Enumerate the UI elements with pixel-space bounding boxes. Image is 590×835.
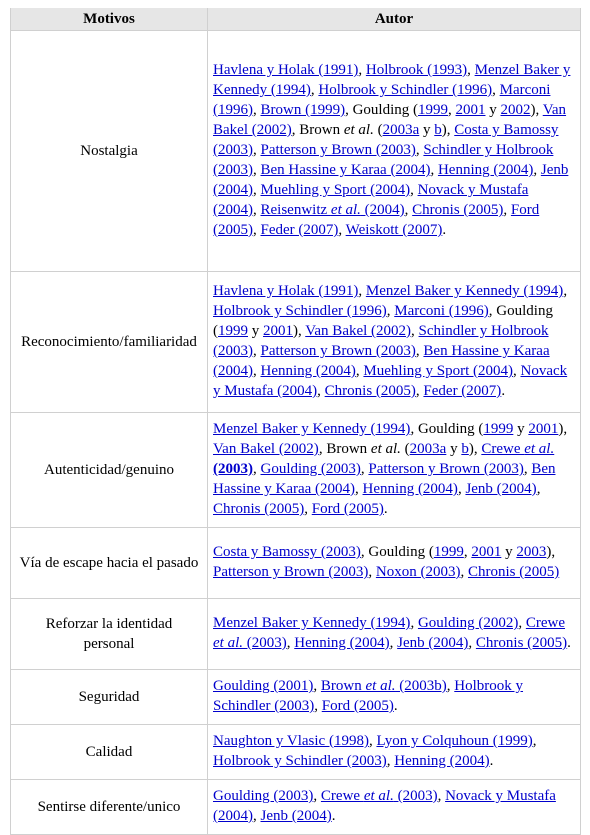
- reference-link[interactable]: Feder (2007): [260, 222, 339, 238]
- reference-link[interactable]: Jenb (2004): [260, 808, 332, 824]
- reference-text: ,: [503, 202, 511, 218]
- reference-text: , Brown: [318, 441, 371, 457]
- autor-cell: [208, 599, 581, 670]
- reference-text: , Goulding (: [213, 303, 553, 339]
- reference-text: y: [419, 122, 435, 138]
- reference-text: ,: [317, 383, 325, 399]
- reference-link[interactable]: Chronis (2005): [467, 564, 560, 580]
- reference-link[interactable]: Jenb (2004): [397, 635, 469, 651]
- reference-link[interactable]: Crewe: [320, 788, 364, 804]
- reference-text: ,: [338, 222, 346, 238]
- reference-text: ,: [253, 162, 261, 178]
- reference-link[interactable]: Henning (2004): [294, 635, 390, 651]
- reference-link[interactable]: Patterson y Brown (2003): [213, 564, 369, 580]
- reference-text: ,: [253, 808, 261, 824]
- reference-text: ,: [253, 142, 261, 158]
- reference-link[interactable]: 2003a: [382, 122, 420, 138]
- reference-text: ,: [463, 544, 472, 560]
- reference-link[interactable]: (2004): [360, 202, 405, 218]
- motivo-cell: Seguridad: [11, 670, 208, 725]
- reference-link[interactable]: Van Bakel (2002): [213, 441, 319, 457]
- reference-link[interactable]: et al.: [363, 788, 394, 804]
- reference-text: (: [373, 122, 383, 138]
- reference-link[interactable]: Lyon y Colquhoun (1999): [376, 733, 533, 749]
- reference-link[interactable]: Ford (2005): [311, 501, 384, 517]
- reference-link[interactable]: Ford (2005): [213, 202, 540, 238]
- reference-text: et al.: [343, 122, 374, 138]
- motivo-cell: Nostalgia: [11, 31, 208, 272]
- table-row: [11, 599, 581, 670]
- reference-text: ,: [457, 481, 466, 497]
- reference-link[interactable]: Jenb (2004): [465, 481, 537, 497]
- reference-link[interactable]: Muehling y Sport (2004): [260, 182, 411, 198]
- reference-link[interactable]: Schindler y Holbrook (2003): [213, 142, 554, 178]
- reference-text: ,: [253, 102, 261, 118]
- reference-text: ,: [358, 62, 366, 78]
- reference-link[interactable]: Chronis (2005): [412, 202, 504, 218]
- reference-text: ,: [448, 102, 456, 118]
- reference-link[interactable]: 2003a: [409, 441, 447, 457]
- reference-link[interactable]: Henning (2004): [362, 481, 458, 497]
- reference-text: ,: [253, 461, 261, 477]
- reference-link[interactable]: Van Bakel (2002): [305, 323, 412, 339]
- reference-text: ,: [446, 678, 455, 694]
- reference-link[interactable]: Ben Hassine y Karaa (2004): [260, 162, 431, 178]
- reference-text: ,: [533, 162, 541, 178]
- motivo-cell: Reforzar la identidad personal: [11, 599, 208, 670]
- reference-text: ,: [523, 461, 532, 477]
- reference-link[interactable]: Reisenwitz: [260, 202, 331, 218]
- reference-text: ,: [468, 635, 476, 651]
- autor-cell: [208, 528, 581, 599]
- reference-link[interactable]: (2003b): [395, 678, 447, 694]
- reference-link[interactable]: 2001: [263, 323, 293, 339]
- reference-text: ,: [460, 564, 468, 580]
- reference-text: , Goulding (: [360, 544, 434, 560]
- reference-link[interactable]: et al.: [524, 441, 555, 457]
- reference-text: ,: [404, 202, 413, 218]
- reference-text: ),: [558, 421, 568, 437]
- table-row: [11, 413, 581, 528]
- reference-text: ,: [389, 635, 398, 651]
- reference-text: ,: [430, 162, 438, 178]
- autor-cell: [208, 413, 581, 528]
- reference-link[interactable]: Chronis (2005): [324, 383, 416, 399]
- reference-link[interactable]: Ben Hassine y Karaa (2004): [213, 343, 550, 379]
- reference-text: ),: [293, 323, 306, 339]
- reference-link[interactable]: Novack y Mustafa (2004): [213, 788, 556, 824]
- reference-link[interactable]: (2003): [213, 461, 253, 477]
- reference-link[interactable]: Ben Hassine y Karaa (2004): [213, 461, 556, 497]
- table-row: [11, 725, 581, 780]
- reference-text: ,: [386, 753, 395, 769]
- autor-cell: [208, 780, 581, 835]
- reference-link[interactable]: Holbrook (1993): [365, 62, 468, 78]
- reference-link[interactable]: Feder (2007): [423, 383, 502, 399]
- reference-link[interactable]: Crewe: [525, 615, 566, 631]
- reference-text: (: [400, 441, 410, 457]
- reference-text: ,: [467, 62, 475, 78]
- reference-link[interactable]: Noxon (2003): [375, 564, 461, 580]
- reference-link[interactable]: Goulding (2001): [213, 678, 314, 694]
- reference-link[interactable]: Novack y Mustafa (2004): [213, 182, 529, 218]
- reference-link[interactable]: 2003: [516, 544, 547, 560]
- reference-link[interactable]: Holbrook y Schindler (2003): [213, 753, 387, 769]
- reference-text: ,: [310, 82, 319, 98]
- reference-text: ,: [313, 678, 321, 694]
- reference-text: , Goulding (: [410, 421, 484, 437]
- reference-text: .: [501, 383, 506, 399]
- reference-link[interactable]: Henning (2004): [260, 363, 356, 379]
- reference-link[interactable]: et al.: [365, 678, 396, 694]
- reference-text: ,: [410, 182, 418, 198]
- reference-link[interactable]: Naughton y Vlasic (1998): [213, 733, 369, 749]
- reference-text: ,: [368, 733, 377, 749]
- header-autor: Autor: [208, 8, 581, 31]
- autor-cell: [208, 272, 581, 413]
- reference-text: ,: [415, 142, 424, 158]
- reference-text: ,: [563, 283, 568, 299]
- autor-cell: [208, 670, 581, 725]
- reference-text: .: [393, 698, 398, 714]
- reference-link[interactable]: Goulding (2003): [260, 461, 361, 477]
- reference-link[interactable]: et al.: [330, 202, 361, 218]
- reference-link[interactable]: Brown (1999): [260, 102, 346, 118]
- reference-text: .: [567, 635, 571, 651]
- reference-link[interactable]: Muehling y Sport (2004): [363, 363, 513, 379]
- reference-text: .: [383, 501, 388, 517]
- table-row: [11, 528, 581, 599]
- reference-text: ),: [530, 102, 543, 118]
- autor-cell: [208, 725, 581, 780]
- table-row: [11, 272, 581, 413]
- motivo-cell: Sentirse diferente/unico: [11, 780, 208, 835]
- reference-text: ,: [358, 283, 366, 299]
- reference-text: ,: [253, 363, 261, 379]
- reference-link[interactable]: 1999: [418, 102, 448, 118]
- reference-text: ,: [437, 788, 446, 804]
- reference-link[interactable]: b: [461, 441, 469, 457]
- reference-link[interactable]: Patterson y Brown (2003): [368, 461, 524, 477]
- autor-cell: [208, 31, 581, 272]
- reference-text: ,: [410, 615, 418, 631]
- reference-text: ,: [512, 363, 521, 379]
- reference-link[interactable]: 2001: [528, 421, 559, 437]
- reference-link[interactable]: Jenb (2004): [213, 162, 569, 198]
- reference-text: ,: [415, 383, 424, 399]
- reference-link[interactable]: Patterson y Brown (2003): [260, 343, 416, 359]
- reference-link[interactable]: Schindler y Holbrook (2003): [213, 323, 549, 359]
- reference-link[interactable]: Havlena y Holak (1991): [213, 283, 359, 299]
- reference-text: ),: [441, 122, 455, 138]
- reference-link[interactable]: Marconi (1996): [213, 82, 551, 118]
- reference-link[interactable]: Menzel Baker y Kennedy (1994): [213, 615, 411, 631]
- reference-text: .: [489, 753, 494, 769]
- reference-link[interactable]: Crewe: [481, 441, 525, 457]
- reference-link[interactable]: Costa y Bamossy (2003): [213, 122, 559, 158]
- table-row: [11, 780, 581, 835]
- reference-text: ,: [253, 202, 261, 218]
- motives-authors-table: [10, 8, 581, 835]
- reference-link[interactable]: Costa y Bamossy (2003): [213, 544, 361, 560]
- motivo-cell: Vía de escape hacia el pasado: [11, 528, 208, 599]
- reference-link[interactable]: Menzel Baker y Kennedy (1994): [365, 283, 564, 299]
- reference-link[interactable]: (2003): [393, 788, 438, 804]
- reference-text: ,: [304, 501, 312, 517]
- motivo-cell: Calidad: [11, 725, 208, 780]
- reference-link[interactable]: 2001: [471, 544, 502, 560]
- reference-text: ,: [411, 323, 419, 339]
- reference-text: ,: [386, 303, 395, 319]
- reference-text: ,: [253, 182, 261, 198]
- reference-link[interactable]: Menzel Baker y Kennedy (1994): [213, 421, 411, 437]
- reference-link[interactable]: 1999: [433, 544, 464, 560]
- reference-text: ,: [253, 343, 261, 359]
- reference-text: ,: [360, 461, 369, 477]
- reference-text: ,: [253, 222, 261, 238]
- reference-text: .: [442, 222, 447, 238]
- reference-text: y: [446, 441, 462, 457]
- reference-link[interactable]: et al.: [213, 635, 243, 651]
- reference-link[interactable]: Van Bakel (2002): [213, 102, 567, 138]
- reference-link[interactable]: Patterson y Brown (2003): [260, 142, 416, 158]
- reference-link[interactable]: (2003): [243, 635, 287, 651]
- motivo-cell: Reconocimiento/familiaridad: [11, 272, 208, 413]
- reference-link[interactable]: b: [434, 122, 442, 138]
- reference-text: , Goulding (: [345, 102, 418, 118]
- reference-text: ,: [286, 635, 295, 651]
- reference-text: ,: [355, 363, 364, 379]
- reference-link[interactable]: 2002: [500, 102, 531, 118]
- reference-link[interactable]: Weiskott (2007): [345, 222, 443, 238]
- reference-text: , Brown: [291, 122, 344, 138]
- reference-link[interactable]: Goulding (2002): [417, 615, 519, 631]
- reference-link[interactable]: Marconi (1996): [394, 303, 489, 319]
- reference-link[interactable]: 2001: [455, 102, 486, 118]
- table-row: [11, 31, 581, 272]
- reference-link[interactable]: Holbrook y Schindler (2003): [213, 678, 524, 714]
- reference-link[interactable]: Novack y Mustafa (2004): [213, 363, 568, 399]
- motivo-cell: Autenticidad/genuino: [11, 413, 208, 528]
- reference-text: ,: [415, 343, 424, 359]
- reference-link[interactable]: Goulding (2003): [213, 788, 314, 804]
- reference-link[interactable]: Havlena y Holak (1991): [213, 62, 359, 78]
- reference-link[interactable]: 1999: [483, 421, 514, 437]
- reference-link[interactable]: Chronis (2005): [475, 635, 568, 651]
- reference-text: y: [513, 421, 529, 437]
- reference-text: y: [485, 102, 501, 118]
- reference-link[interactable]: Holbrook y Schindler (1996): [213, 303, 387, 319]
- reference-link[interactable]: Ford (2005): [321, 698, 394, 714]
- reference-text: .: [331, 808, 336, 824]
- reference-text: ,: [368, 564, 376, 580]
- reference-text: ),: [546, 544, 556, 560]
- reference-text: ,: [518, 615, 526, 631]
- header-motivos: Motivos: [11, 8, 208, 31]
- reference-link[interactable]: 1999: [218, 323, 248, 339]
- reference-text: ,: [313, 788, 321, 804]
- reference-text: ),: [468, 441, 482, 457]
- reference-text: ,: [536, 481, 541, 497]
- reference-link[interactable]: Brown: [320, 678, 366, 694]
- reference-text: y: [501, 544, 517, 560]
- reference-link[interactable]: Henning (2004): [437, 162, 534, 178]
- header-row: [11, 8, 581, 31]
- reference-text: ,: [492, 82, 500, 98]
- reference-text: ,: [355, 481, 363, 497]
- reference-link[interactable]: Chronis (2005): [213, 501, 305, 517]
- reference-text: ,: [532, 733, 537, 749]
- reference-link[interactable]: Henning (2004): [394, 753, 490, 769]
- reference-text: et al.: [370, 441, 401, 457]
- reference-text: y: [248, 323, 263, 339]
- table-row: [11, 670, 581, 725]
- reference-link[interactable]: Menzel Baker y Kennedy (1994): [213, 62, 571, 98]
- table-body: [11, 31, 581, 835]
- reference-link[interactable]: Holbrook y Schindler (1996): [318, 82, 493, 98]
- reference-text: ,: [314, 698, 322, 714]
